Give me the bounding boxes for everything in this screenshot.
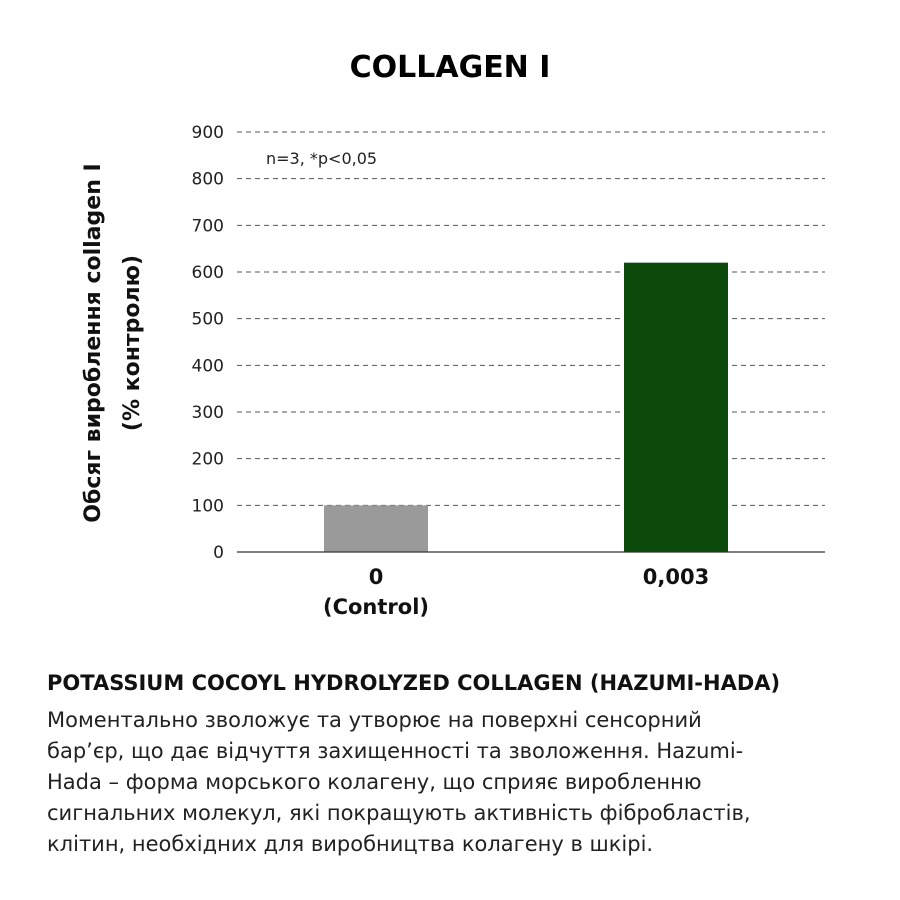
ingredient-heading: POTASSIUM COCOYL HYDROLYZED COLLAGEN (HAZUMI-HADA)	[47, 671, 781, 695]
stats-annotation: n=3, *p<0,05	[266, 149, 378, 168]
x-category-label: 0,003	[642, 565, 710, 589]
y-tick-label: 900	[191, 123, 224, 143]
y-tick-label: 700	[191, 216, 224, 237]
x-category-sublabel: (Control)	[322, 595, 430, 619]
y-axis-label-unit: (% контролю)	[120, 254, 145, 432]
y-tick-label: 100	[191, 496, 224, 517]
ingredient-description	[47, 705, 877, 860]
chart-title: COLLAGEN I	[349, 50, 551, 85]
y-tick-label: 200	[191, 449, 224, 470]
bar	[324, 505, 428, 552]
y-tick-label: 0	[213, 543, 224, 563]
y-tick-label: 300	[191, 403, 224, 423]
x-axis-labels	[323, 565, 709, 619]
y-tick-label: 500	[191, 309, 224, 330]
description-line: Моментально зволожує та утворює на поверхні сенсорний	[47, 708, 702, 732]
y-axis-ticks	[192, 123, 224, 563]
y-tick-label: 600	[191, 263, 224, 283]
y-axis-label: Обсяг вироблення collagen I	[81, 163, 106, 523]
x-category-label: 0	[368, 565, 384, 589]
y-tick-label: 400	[191, 356, 224, 377]
description-line: сигнальних молекул, які покращують активність фібробластів,	[47, 801, 751, 825]
description-line: клітин, необхідних для виробництва колагену в шкірі.	[47, 832, 654, 856]
bars	[324, 263, 728, 552]
description-line: Hada – форма морського колагену, що сприяє виробленню	[47, 770, 702, 794]
gridlines	[237, 132, 825, 505]
bar	[624, 263, 728, 552]
description-line: бар’єр, що дає відчуття захищенності та зволоження. Hazumi-	[47, 739, 744, 763]
y-tick-label: 800	[191, 169, 224, 190]
